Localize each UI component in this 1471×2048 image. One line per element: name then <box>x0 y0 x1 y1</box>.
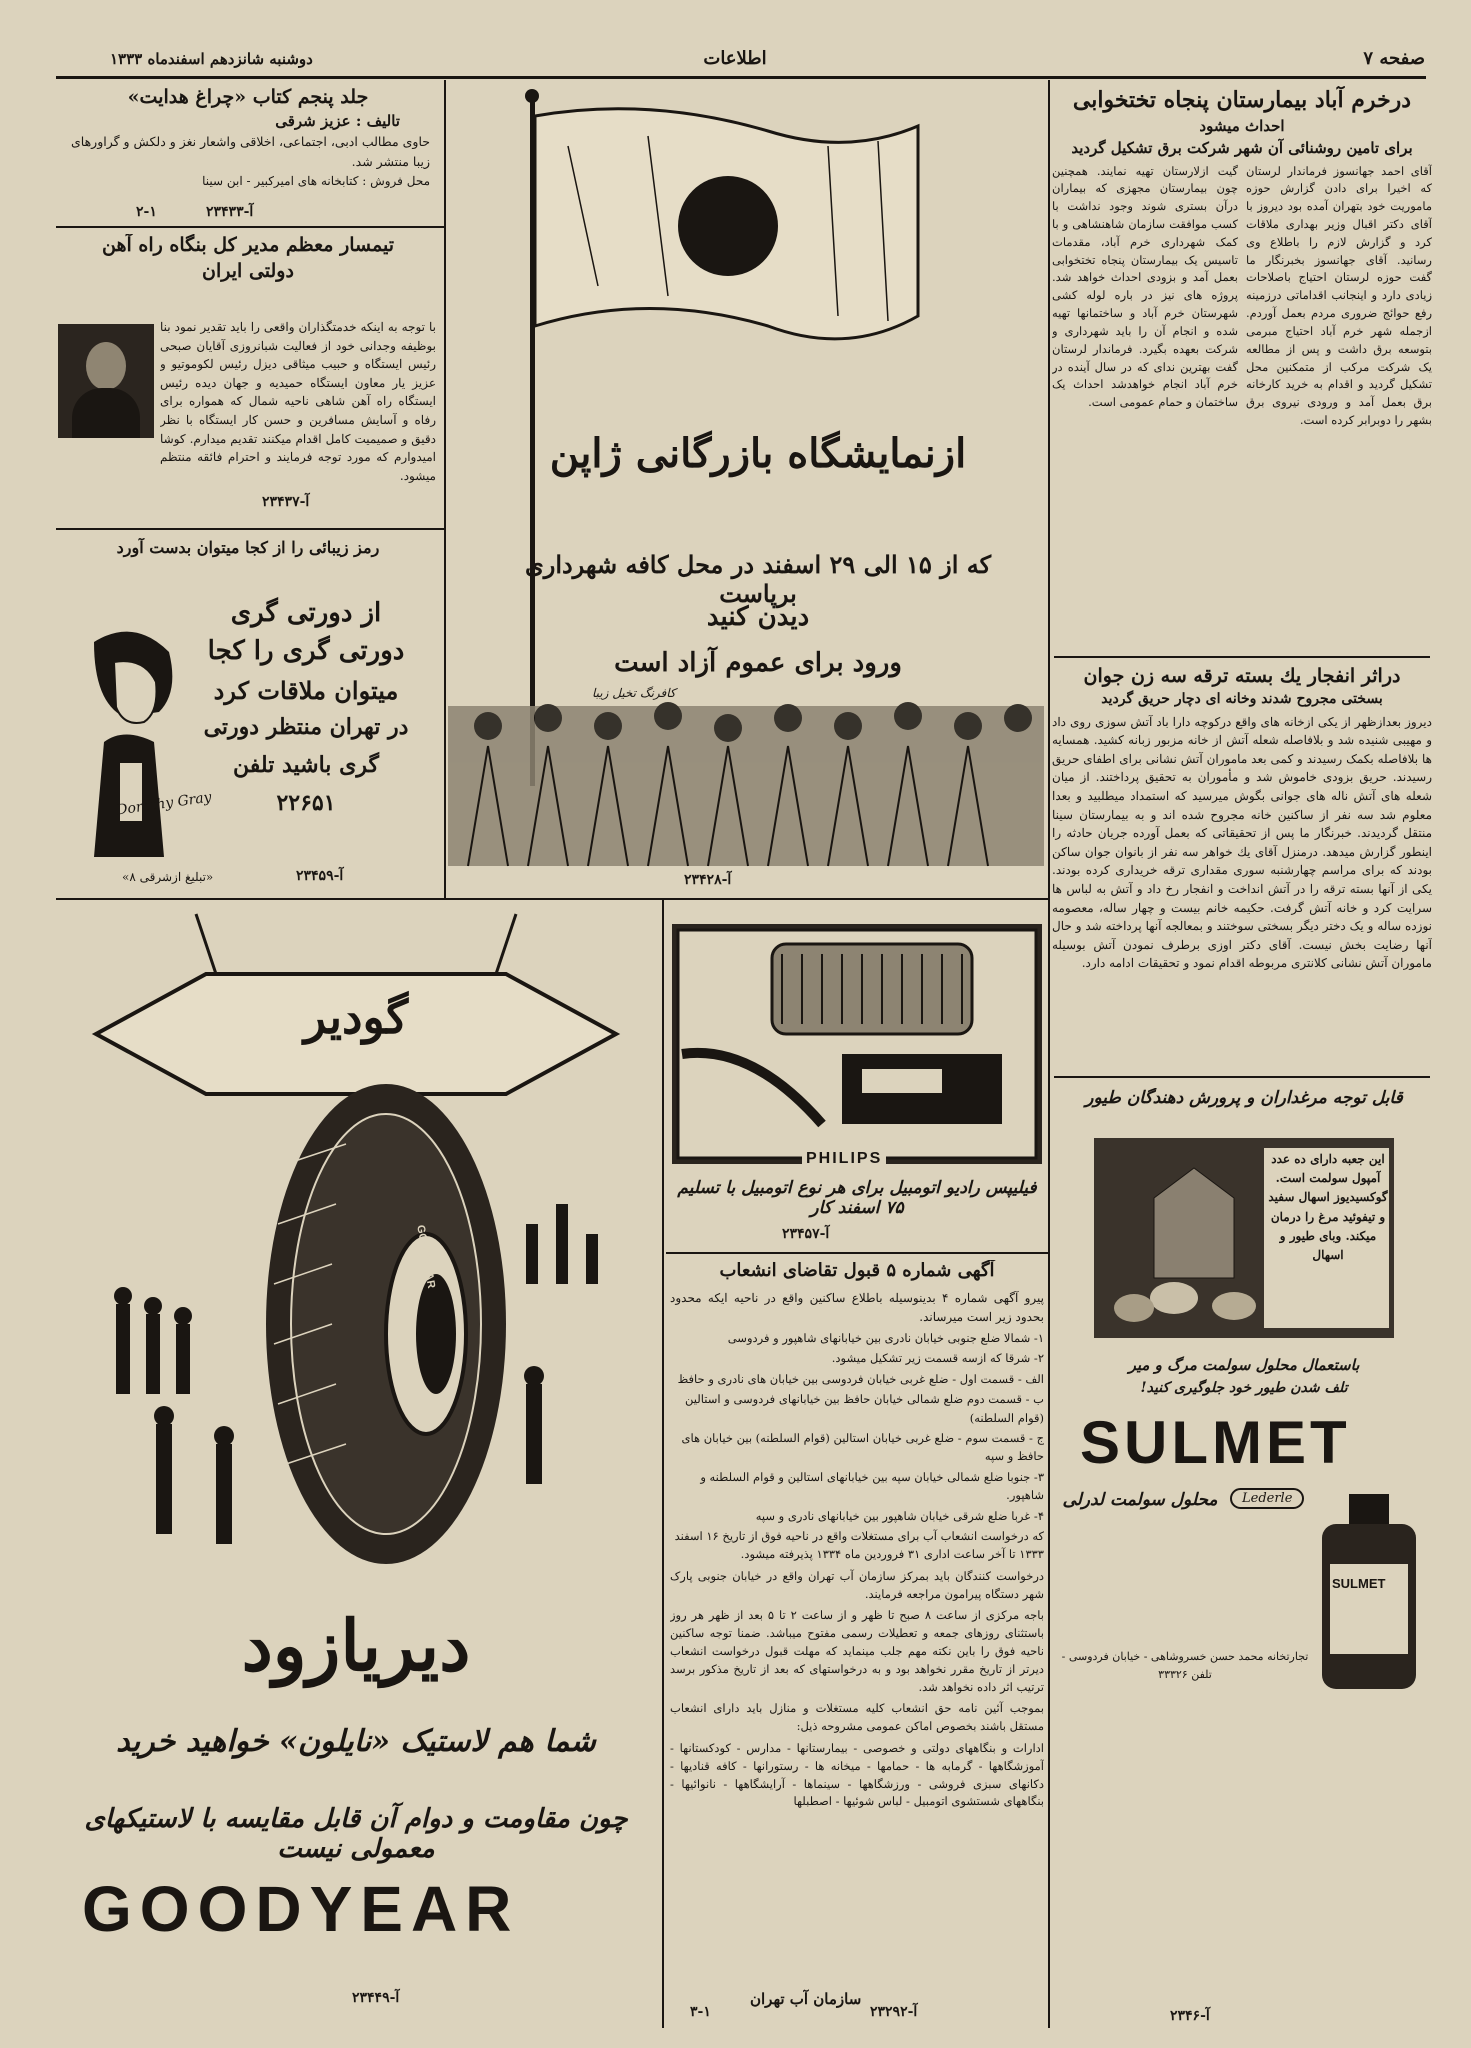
column-rule-lower <box>662 900 664 2028</box>
dorothy-signature: Dorothy Gray <box>115 789 213 819</box>
dorothy-line-1: از دورتی گری <box>230 598 382 628</box>
woman-illustration <box>64 622 194 862</box>
car-radio-illustration <box>672 924 1042 1164</box>
khorramabad-article <box>1052 86 1432 656</box>
newspaper-title: اطلاعات <box>703 48 767 69</box>
water-paragraph-4: بموجب آئین نامه حق انشعاب کلیه مستغلات و منازل باید دارای انشعاب مستقل باشند بخصوص اماکن عمومی مشروحه ذیل: <box>670 1701 1044 1734</box>
railway-code: آ-۲۳۴۳۷ <box>262 494 310 510</box>
railway-portrait <box>58 324 154 438</box>
khorramabad-subtitle-2: برای تامین روشنائی آن شهر شرکت برق تشکیل گردید <box>1071 138 1413 157</box>
goodyear-ad <box>56 904 656 2024</box>
sulmet-subbrand: محلول سولمت لدرلی <box>1062 1490 1218 1510</box>
water-paragraph-5: ادارات و بنگاههای دولتی و خصوصی - بیمارستانها - مدارس - کودکستانها - آموزشگاهها - گرمابه ها - حمامها - میخانه ها - رستورانها - کافه قنادیها - دکانهای سبزی فروشی - ورزشگاهها - سینماها - آرایشگاهها - نانوائیها - بنگاههای شستشوی اتومبیل - لباس شوئیها - اصطبلها <box>670 1741 1044 1809</box>
water-code: آ-۲۳۲۹۲ <box>870 2004 918 2020</box>
water-intro: پیرو آگهی شماره ۴ بدینوسیله باطلاع ساکنین واقع در ناحیه ایکه محدود بحدود زیر است میرساند. <box>670 1291 1044 1324</box>
horizontal-rule-middle <box>56 898 1048 900</box>
bottle-label: SULMET <box>1332 1576 1386 1591</box>
water-item: ۱- شمالا ضلع جنوبی خیابان نادری بین خیابانهای شاهپور و فردوسی <box>727 1331 1044 1345</box>
dorothy-headline: رمز زیبائی را از کجا میتوان بدست آورد <box>116 538 380 557</box>
sulmet-footer: تجارتخانه محمد حسن خسروشاهی - خیابان فردوسی - تلفن ۳۳۳۲۶ <box>1061 1650 1309 1681</box>
dorothy-phone: ۲۲۶۵۱ <box>276 790 336 816</box>
khorramabad-headline: درخرم آباد بیمارستان پنجاه تختخوابی <box>1072 87 1412 113</box>
water-item: ۴- غربا ضلع شرقی خیابان شاهپور بین خیابانهای نادری و سپه <box>755 1508 1044 1523</box>
column-rule-right <box>1048 80 1050 2028</box>
railway-title-2: دولتی ایران <box>202 260 294 282</box>
sulmet-headline: قابل توجه مرغداران و پرورش دهندگان طیور <box>1085 1088 1403 1108</box>
water-number: ۳-۱ <box>690 2004 711 2020</box>
water-item: الف - قسمت اول - ضلع غربی خیابان فردوسی بین خیابان های نادری و حافظ <box>677 1371 1044 1386</box>
japan-code: آ-۲۳۴۲۸ <box>678 872 737 888</box>
goodyear-line-2: چون مقاومت و دوام آن قابل مقایسه با لاستیکهای معمولی نیست <box>84 1804 628 1864</box>
japan-headline: ازنمایشگاه بازرگانی ژاپن <box>549 430 967 477</box>
khorramabad-column-1: آقای احمد جهانسوز فرماندار لرستان که اخیرا برای دادن گزارش حوزه ماموریت خود بتهران آمده بود دیروز با آقای دکتر اقبال وزیر بهداری ملاقات کرد و گزارش لازم را باطلاع وی رسانید. آقای جهانسوز بخبرنگار ما گفت حوزه لرستان احتیاج باصلاحات زیادی دارد و اینجانب اقداماتی درزمینه رفع حوائج ضروری مردم بعمل آوردم. ازجمله شهر خرم آباد احتیاج مبرمی بتوسعه برق داشت و پس از مطالعه یک شرکت مرکب از متمکنین محل تشکیل گردید و اقدام به خرید کارخانه برق بعمل آمد و ورودی نیروی برق بشهر را دوبرابر کرده است. <box>1246 163 1432 427</box>
philips-ad <box>672 924 1042 1250</box>
goodyear-wordmark: GOODYEAR <box>82 1873 520 1945</box>
book-description: حاوی مطالب ادبی، اجتماعی، اخلاقی واشعار نغز و دلکش و گراورهای زیبا منتشر شد. <box>70 134 430 169</box>
rule-khorramabad <box>1054 656 1430 658</box>
sulmet-mid-text: باستعمال محلول سولمت مرگ و میر <box>1128 1356 1360 1374</box>
sulmet-brand: SULMET <box>1080 1409 1351 1476</box>
book-ad <box>56 86 440 226</box>
water-notice <box>670 1260 1044 2024</box>
book-number: ۲-۱ <box>136 204 157 220</box>
water-items <box>670 1329 1044 1564</box>
book-sale: محل فروش : کتابخانه های امیرکبیر - ابن سینا <box>202 174 430 188</box>
dorothy-line-2: دورتی گری را کجا <box>207 636 405 666</box>
japan-line-1: که از ۱۵ الی ۲۹ اسفند در محل کافه شهرداری برپاست <box>524 550 992 608</box>
dorothy-code: آ-۲۳۴۵۹ <box>296 868 344 884</box>
water-item: ب - قسمت دوم ضلع شمالی خیابان حافظ بین خیابانهای فردوسی و استالین (قوام السلطنه) <box>685 1392 1044 1425</box>
sulmet-mid-text-2: تلف شدن طیور خود جلوگیری کنید! <box>1140 1380 1348 1396</box>
rule-explosion <box>1054 1076 1430 1078</box>
sulmet-bottle <box>1314 1494 1424 1694</box>
sulmet-box-text: این جعبه دارای ده عدد آمپول سولمت است. گوکسیدیوز اسهال سفید و تیفوئید مرغ را درمان میکند. وبای طیور و اسهال <box>1268 1152 1388 1262</box>
explosion-headline: دراثر انفجار یك بسته ترقه سه زن جوان <box>1083 665 1401 687</box>
dorothy-line-3: میتوان ملاقات کرد <box>213 676 399 705</box>
rule-book <box>56 226 444 228</box>
explosion-subtitle: بسختی مجروح شدند وخانه ای دچار حریق گردید <box>1101 690 1383 707</box>
explosion-article <box>1052 664 1432 1074</box>
dorothy-note: «تبلیغ ازشرقی ۸» <box>122 870 214 884</box>
goodyear-line-1: شما هم لاستیک «نایلون» خواهید خرید <box>116 1724 596 1759</box>
railway-notice <box>56 234 440 524</box>
water-paragraph-2: درخواست کنندگان باید بمرکز سازمان آب تهران واقع در خیابان جنوبی پارک شهر دستگاه پیرامون مراجعه فرمایند. <box>670 1568 1044 1601</box>
khorramabad-subtitle: احداث میشود <box>1199 116 1285 135</box>
sulmet-code: آ-۲۳۴۶ <box>1170 2008 1210 2024</box>
rule-railway <box>56 528 444 530</box>
water-paragraph-3: باجه مرکزی از ساعت ۸ صبح تا ظهر و از ساعت ۲ تا ۵ بعد از ظهر هر روز باستثنای روزهای جمعه و تعطیلات رسمی مفتوح میباشد. ضمنا توجه ساکنین ناحیه فوق را باین نکته مهم جلب مینماید که مهلت قبول درخواست انشعاب دیرتر از تاریخ مقرر نخواهد بود و به درخواستهای که بعد از تاریخ مذکور برسد ترتیب اثر داده نخواهد شد. <box>670 1608 1044 1694</box>
tire-sidewall-text: GOODYEAR <box>414 1224 438 1290</box>
flag-illustration <box>448 86 1044 894</box>
water-item: ۲- شرقا که ازسه قسمت زیر تشکیل میشود. <box>831 1351 1044 1366</box>
water-organization: سازمان آب تهران <box>750 1990 862 2008</box>
dorothy-line-4: در تهران منتظر دورتی <box>203 714 409 740</box>
header-rule <box>56 76 1426 79</box>
dorothy-line-5: گری باشید تلفن <box>233 752 379 778</box>
water-item: ج - قسمت سوم - ضلع غربی خیابان استالین (قوام السلطنه) بین خیابان های حافظ و سپه <box>681 1430 1044 1464</box>
sulmet-ad <box>1060 1088 1428 2028</box>
japan-artist: کافرنگ تخیل زیبا <box>588 686 680 700</box>
japan-line-2: دیدن کنید <box>706 602 810 632</box>
issue-date: دوشنبه شانزدهم اسفندماه ۱۳۳۳ <box>110 50 313 68</box>
khorramabad-column-2: گیت ازلارستان تهیه نمایند. همچنین چون بیمارستان مجهزی که بیماران درآن بستری شوند وجود نداشت با کسب موافقت سازمان شاهنشاهی و با کمک شهرداری خرم آباد، مقدمات تاسیس یک بیمارستان پنجاه تختخوابی بعمل آمد و بزودی احداث خواهد شد. پروژه های نیز در باره لوله کشی شهرستان خرم آباد و ساختمانها تهیه شده و انجام آن را باید شهرداری و شرکت بعهده بگیرد. فرماندار لرستان گفت بهترین ندای که در سال آینده در خرم آباد انجام خواهدشد احداث یک ساختمان و حمام عمومی است. <box>1052 163 1238 410</box>
book-author: تالیف : عزیز شرقی <box>275 112 400 130</box>
book-title: جلد پنجم کتاب «چراغ هدایت» <box>127 86 369 108</box>
dorothy-gray-ad <box>56 538 440 894</box>
goodyear-arch-text: گودیر <box>303 990 409 1044</box>
page-number: صفحه ۷ <box>1363 48 1425 69</box>
water-item: ۳- جنوبا ضلع شمالی خیابان سپه بین خیابانهای استالین و قوام السلطنه و شاهپور. <box>700 1469 1044 1503</box>
philips-code: آ-۲۳۴۵۷ <box>782 1226 830 1242</box>
railway-body: با توجه به اینکه خدمتگذاران واقعی را باید تقدیر نمود بنا بوظیفه وجدانی خود از فعالیت شبانروزی آقایان صبحی رئیس ایستگاه و حبیب میثاقی دیزل رئیس لکوموتیو و عزیز یار معاون ایستگاه حمیدیه و جهان دیده رئیس ایستگاه راه آهن شاهی ناحیه شمال که همواره برای رفاه و آسایش مسافرین و حسن کار ایستگاه با نظر دقیق و صمیمیت کامل اقدام میکنند تقدیم میدارم. کوشا امیدوارم که مورد توجه فرمایند و احترام فائقه منتظم میشود. <box>160 320 436 483</box>
japan-expo-ad <box>448 86 1044 894</box>
lederle-logo: Lederle <box>1230 1488 1304 1509</box>
goodyear-headline: دیریازود <box>241 1604 471 1687</box>
goodyear-code: آ-۲۳۴۴۹ <box>352 1990 400 2006</box>
railway-title: تیمسار معظم مدیر کل بنگاه راه آهن <box>102 234 394 256</box>
philips-slogan: فیلیپس رادیو اتومبیل برای هر نوع اتومبیل با تسلیم ۷۵ اسفند کار <box>677 1178 1037 1218</box>
rule-philips <box>666 1252 1048 1254</box>
japan-line-3: ورود برای عموم آزاد است <box>614 648 902 678</box>
water-headline: آگهی شماره ۵ قبول تقاضای انشعاب <box>719 1260 995 1281</box>
explosion-body: دیروز بعدازظهر از یکی ازخانه های واقع درکوچه دارا باد آتش سوزی روی داد و مهیبی شنیده شد و بلافاصله شعله آتش از خانه مزبور زبانه کشید. همسایه ها بلافاصله بکمک رسیدند و کمی بعد ماموران آتش نشانی برای اطفای حریق رسیدند. حریق بزودی خاموش شد و مأموران به تحقیق پرداختند. از میان شعله های آتش ناله های جوانی بگوش میرسید که استمداد میطلبید و بعدا معلوم شد سه نفر از ساکنین خانه مجروح شده اند و به بیمارستان سینا منتقل گردیدند. خبرنگار ما پس از تحقیقاتی که بعمل آورده جریان حادثه را اینطور گزارش میدهد. درمنزل آقای یك خواهر سه نفر از بانوان جوان ساکن بودند که برای مراسم چهارشنبه سوری مقداری ترقه خریداری کرده بودند. یکی از آنها بسته ترقه را در آتش انداخت و انفجار رخ داد و آتش به لباس ها سرایت کرد و خانه آتش گرفت. حکیمه خانم بیست و چهار ساله، معصومه نوزده ساله و یک دختر دیگر بسختی سوختند و بمعالجه آنها پرداخته شد و حال آنها رضایت بخش نیست. آقای دکتر اوزی برطرف نمودن آتش بوسیله ماموران آتش نشانی کلانتری مربوطه اقدام نمود و تحقیقات ادامه دارد. <box>1052 714 1432 971</box>
philips-brand: PHILIPS <box>802 1150 886 1168</box>
book-code: آ-۲۳۴۳۳ <box>206 204 254 220</box>
water-item: که درخواست انشعاب آب برای مستغلات واقع در ناحیه فوق از تاریخ ۱۶ اسفند ۱۳۳۳ تا آخر ساعت اداری ۳۱ فروردین ماه ۱۳۳۴ پذیرفته میشود. <box>674 1528 1044 1562</box>
column-rule-left <box>444 80 446 900</box>
